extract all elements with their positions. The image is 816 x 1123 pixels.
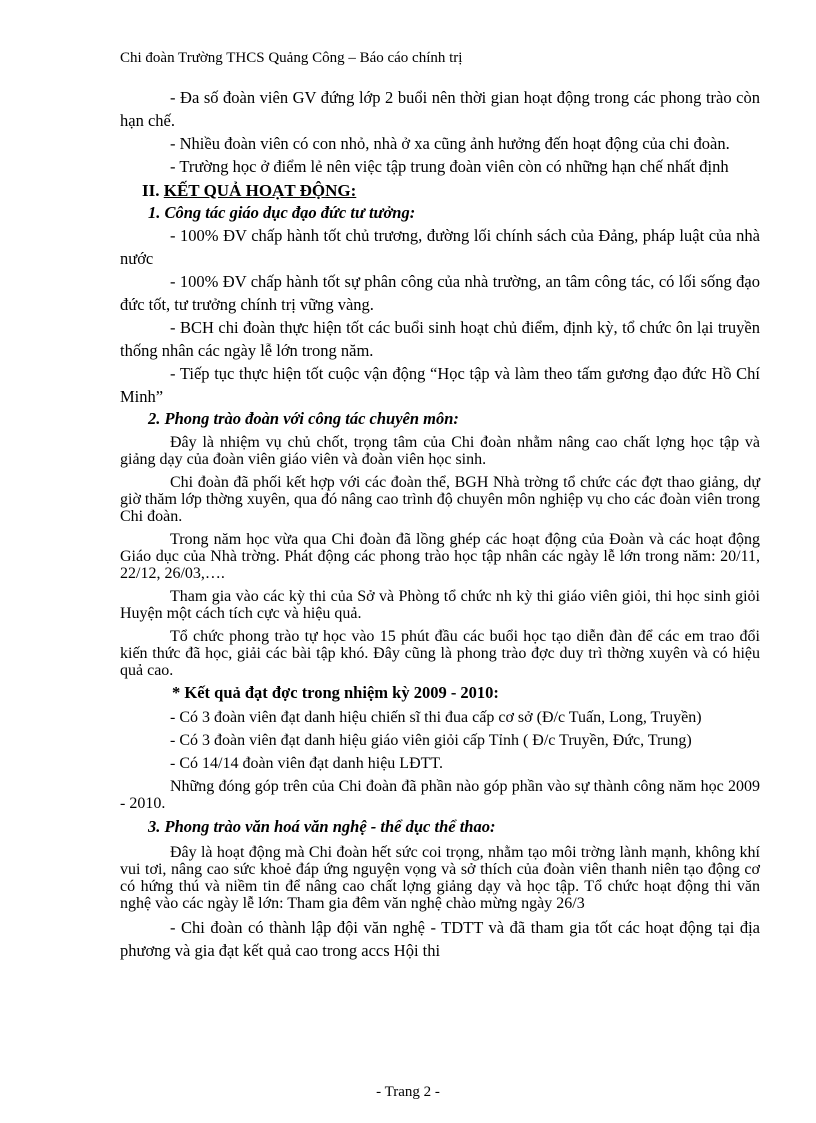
result-item: - Có 3 đoàn viên đạt danh hiệu chiến sĩ thi đua cấp cơ sở (Đ/c Tuấn, Long, Truyền)	[170, 709, 702, 726]
result-item: - Có 3 đoàn viên đạt danh hiệu giáo viên giỏi cấp Tỉnh ( Đ/c Truyền, Đức, Trung)	[170, 732, 692, 749]
subsection-2-title: 2. Phong trào đoàn với công tác chuyên môn:	[148, 409, 459, 428]
subsection-1-item: - Tiếp tục thực hiện tốt cuộc vận động “Học tập và làm theo tấm gương đạo đức Hồ Chí Minh”	[120, 364, 760, 406]
intro-item: - Nhiều đoàn viên có con nhỏ, nhà ở xa cũng ảnh hưởng đến hoạt động của chi đoàn.	[170, 134, 730, 153]
subsection-3-title: 3. Phong trào văn hoá văn nghệ - thể dục thể thao:	[148, 817, 496, 836]
subsection-2-paragraph: Tham gia vào các kỳ thi của Sở và Phòng tổ chức nh kỳ thi giáo viên giỏi, thi học sinh giỏi Huyện một cách tích cực và hiệu quả.	[120, 588, 760, 622]
document-body	[120, 86, 760, 962]
page-footer: - Trang 2 -	[376, 1084, 440, 1100]
intro-item: - Đa số đoàn viên GV đứng lớp 2 buổi nên thời gian hoạt động trong các phong trào còn hạn chế.	[120, 88, 760, 130]
subsection-2-paragraph: Đây là nhiệm vụ chủ chốt, trọng tâm của Chi đoàn nhằm nâng cao chất lợng học tập và giảng dạy của đoàn viên giáo viên và đoàn viên học sinh.	[120, 434, 760, 468]
subsection-2-paragraph: Tổ chức phong trào tự học vào 15 phút đầu các buổi học tạo diễn đàn để các em trao đổi kiến thức đã học, giải các bài tập khó. Đây cũng là phong trào đợc duy trì thờng xuyên và có hiệu quả cao.	[120, 628, 760, 679]
section-heading	[142, 180, 760, 202]
subsection-2-paragraph: Chi đoàn đã phối kết hợp với các đoàn thể, BGH Nhà trờng tổ chức các đợt thao giảng, dự giờ thăm lớp thờng xuyên, qua đó nâng cao trình độ chuyên môn nghiệp vụ cho các đoàn viên trong Chi đoàn.	[120, 474, 760, 525]
intro-item: - Trường học ở điểm lẻ nên việc tập trung đoàn viên còn có những hạn chế nhất định	[170, 157, 729, 176]
section-number: II.	[142, 181, 164, 200]
subsection-2-paragraph: Trong năm học vừa qua Chi đoàn đã lồng ghép các hoạt động của Đoàn và các hoạt động Giáo dục của Nhà trờng. Phát động các phong trào học tập nhân các ngày lễ lớn trong năm: 20/11, 22/12, 26/03,….	[120, 531, 760, 582]
subsection-1-title: 1. Công tác giáo dục đạo đức tư tưởng:	[148, 203, 416, 222]
page-header: Chi đoàn Trường THCS Quảng Công – Báo cáo chính trị	[120, 50, 463, 66]
results-title: * Kết quả đạt đợc trong nhiệm kỳ 2009 - 2010:	[172, 683, 499, 702]
section-title: KẾT QUẢ HOẠT ĐỘNG:	[163, 181, 357, 200]
results-conclusion: Những đóng góp trên của Chi đoàn đã phần nào góp phần vào sự thành công năm học 2009 - 2010.	[120, 778, 760, 812]
subsection-1-item: - BCH chi đoàn thực hiện tốt các buổi sinh hoạt chủ điểm, định kỳ, tổ chức ôn lại truyền thống nhân các ngày lễ lớn trong năm.	[120, 318, 760, 360]
result-item: - Có 14/14 đoàn viên đạt danh hiệu LĐTT.	[170, 755, 443, 772]
subsection-1-item: - 100% ĐV chấp hành tốt sự phân công của nhà trường, an tâm công tác, có lối sống đạo đức tốt, tư trưởng chính trị vững vàng.	[120, 272, 760, 314]
subsection-3-paragraph: Đây là hoạt động mà Chi đoàn hết sức coi trọng, nhằm tạo môi trờng lành mạnh, không khí vui tơi, nâng cao sức khoẻ đáp ứng nguyện vọng và sở thích của đoàn viên thanh niên tạo động cơ có hứng thú và niềm tin để nâng cao chất lợng giảng dạy và học tập. Tổ chức hoạt động thi văn nghệ vào các ngày lễ lớn: Tham gia đêm văn nghệ chào mừng ngày 26/3	[120, 844, 760, 912]
subsection-3-item: - Chi đoàn có thành lập đội văn nghệ - TDTT và đã tham gia tốt các hoạt động tại địa phương và gia đạt kết quả cao trong accs Hội thi	[120, 918, 760, 960]
subsection-1-item: - 100% ĐV chấp hành tốt chủ trương, đường lối chính sách của Đảng, pháp luật của nhà nước	[120, 226, 760, 268]
